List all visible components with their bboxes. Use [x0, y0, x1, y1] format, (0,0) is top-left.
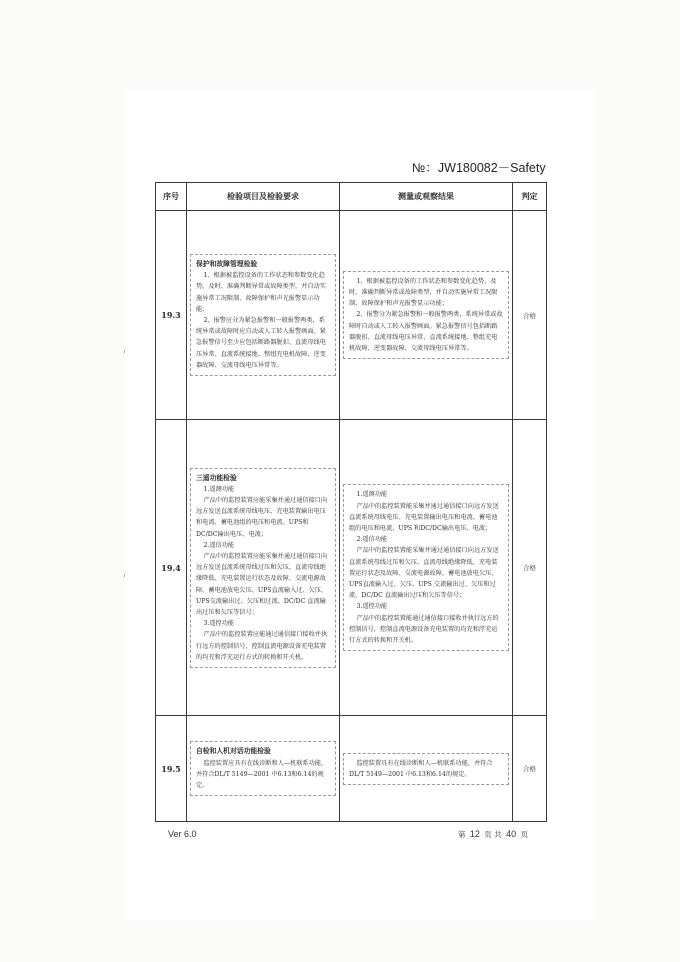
result-cell [340, 420, 513, 716]
requirement-text: 2.遥信功能 [203, 541, 235, 549]
requirement-text: 产品中的监控装置应能采集并通过通信接口向远方发送直流系统母线过压和欠压、直流母线绝缘降低、充电装置运行状态及故障、交流电源故障、蓄电池放电欠压、UPS直流输入过、欠压、UPS交流输出过、欠压和过流、DC/DC 直流输出过压和欠压等信号； [196, 552, 328, 616]
requirement-text: 2、报警应分为紧急报警和一般报警两类，系统异常或故障时应自动或人工转入报警画面。紧急报警信号至少应包括断路器脱扣、直流母线电压异常、直流系统接地、整组充电机故障、逆变器故障、交流母线电压异常等。 [196, 317, 326, 369]
requirement-box [190, 468, 336, 668]
table-row [156, 420, 547, 716]
header-no: 序号 [156, 183, 187, 211]
requirement-text: 1、根据被监控设备的工作状态和参数变化趋势，及时、准确判断异常或故障类型，并自动实施异常工况限制、故障保护和声光报警显示功能； [196, 272, 326, 313]
row-number: 19.4 [156, 420, 187, 716]
requirement-box [190, 254, 336, 376]
page-mid: 页 共 [484, 830, 502, 839]
result-text: 1、根据被监控设备的工作状态和参数变化趋势，及时、准确判断异常或故障类型，并自动实施异常工况限制、故障保护和声光报警显示功能； [349, 277, 498, 308]
row-number: 19.3 [156, 211, 187, 420]
section-title: 自检和人机对话功能检验 [196, 747, 271, 756]
row-number: 19.5 [156, 716, 187, 822]
result-text: 产品中的监控装置能通过通信接口接收并执行远方的控制信号，控制直流电源设备充电装置的均充和浮充运行方式的转换和开关机。 [349, 614, 499, 644]
header-requirement: 检验项目及检验要求 [187, 183, 340, 211]
result-cell [340, 716, 513, 822]
page-current: 12 [469, 829, 480, 839]
result-text: 监控装置具有在线诊断和人—机联系功能，并符合DL/T 5149—2001 中6.13和6.14的规定。 [349, 759, 493, 778]
requirement-text: 产品中的监控装置应能通过通信接口接收并执行远方的控制信号，控制直流电源设备充电装置的均充和浮充运行方式的转换和开关机。 [196, 631, 328, 661]
requirement-cell [187, 420, 340, 716]
requirement-text: 3.遥控功能 [203, 620, 235, 628]
result-cell [340, 211, 513, 420]
section-title: 保护和故障管理检验 [196, 259, 258, 268]
verdict-cell: 合格 [513, 716, 547, 822]
requirement-cell [187, 211, 340, 420]
document-number: №：JW180082－Safety [412, 161, 546, 175]
result-box [343, 753, 509, 785]
page-indicator [458, 829, 528, 840]
header-result: 测量或观察结果 [340, 183, 513, 211]
result-box [343, 484, 509, 651]
verdict-cell: 合格 [513, 211, 547, 420]
requirement-cell [187, 716, 340, 822]
version-label: Ver 6.0 [168, 829, 197, 839]
requirement-text: 产品中的监控装置应能采集并通过通信接口向远方发送直流系统母线电压、充电装置输出电压和电流、蓄电池组的电压和电流、UPS和DC/DC输出电压、电流； [196, 496, 328, 538]
result-text: 1.遥测功能 [356, 491, 388, 499]
section-title: 三遥功能检验 [196, 473, 237, 482]
scan-mark [124, 350, 125, 353]
scan-mark [124, 574, 125, 577]
inspection-table [155, 182, 547, 822]
header-verdict: 判定 [513, 183, 547, 211]
verdict-cell: 合格 [513, 420, 547, 716]
table-row [156, 211, 547, 420]
requirement-box [190, 741, 336, 796]
result-text: 产品中的监控装置能采集并通过通信接口向远方发送直流系统母线电压、充电装置输出电压和电流、蓄电池组的电压和电流、UPS 和DC/DC输出电压、电流； [349, 502, 499, 532]
table-row [156, 716, 547, 822]
result-text: 产品中的监控装置能采集并通过通信接口向远方发送直流系统母线过压和欠压、直流母线绝缘降低、充电装置运行状态及故障、交流电源故障、蓄电池放电欠压、UPS直流输入过、欠压、UPS 交流输出过、欠压和过流、DC/DC 直流输出过压和欠压等信号； [349, 547, 499, 600]
page-total: 40 [506, 829, 517, 839]
table-header-row [156, 183, 547, 211]
requirement-text: 监控装置应具有在线诊断和人—机联系功能，并符合DL/T 5149—2001 中6.13和6.14的规定。 [196, 759, 328, 789]
result-box [343, 271, 509, 359]
result-text: 2、报警分为紧急报警和一般报警两类，系统异常或故障时自动或人工转入报警画面。紧急报警信号包括断路器脱扣、直流母线电压异常、直流系统接地、整组充电机故障、逆变器故障、交流母线电压异常等。 [349, 311, 503, 353]
page-suffix: 页 [520, 830, 528, 839]
result-text: 3.遥控功能 [356, 603, 388, 611]
result-text: 2.遥信功能 [356, 536, 388, 544]
requirement-text: 1.遥测功能 [203, 485, 235, 493]
page-prefix: 第 [458, 830, 466, 839]
